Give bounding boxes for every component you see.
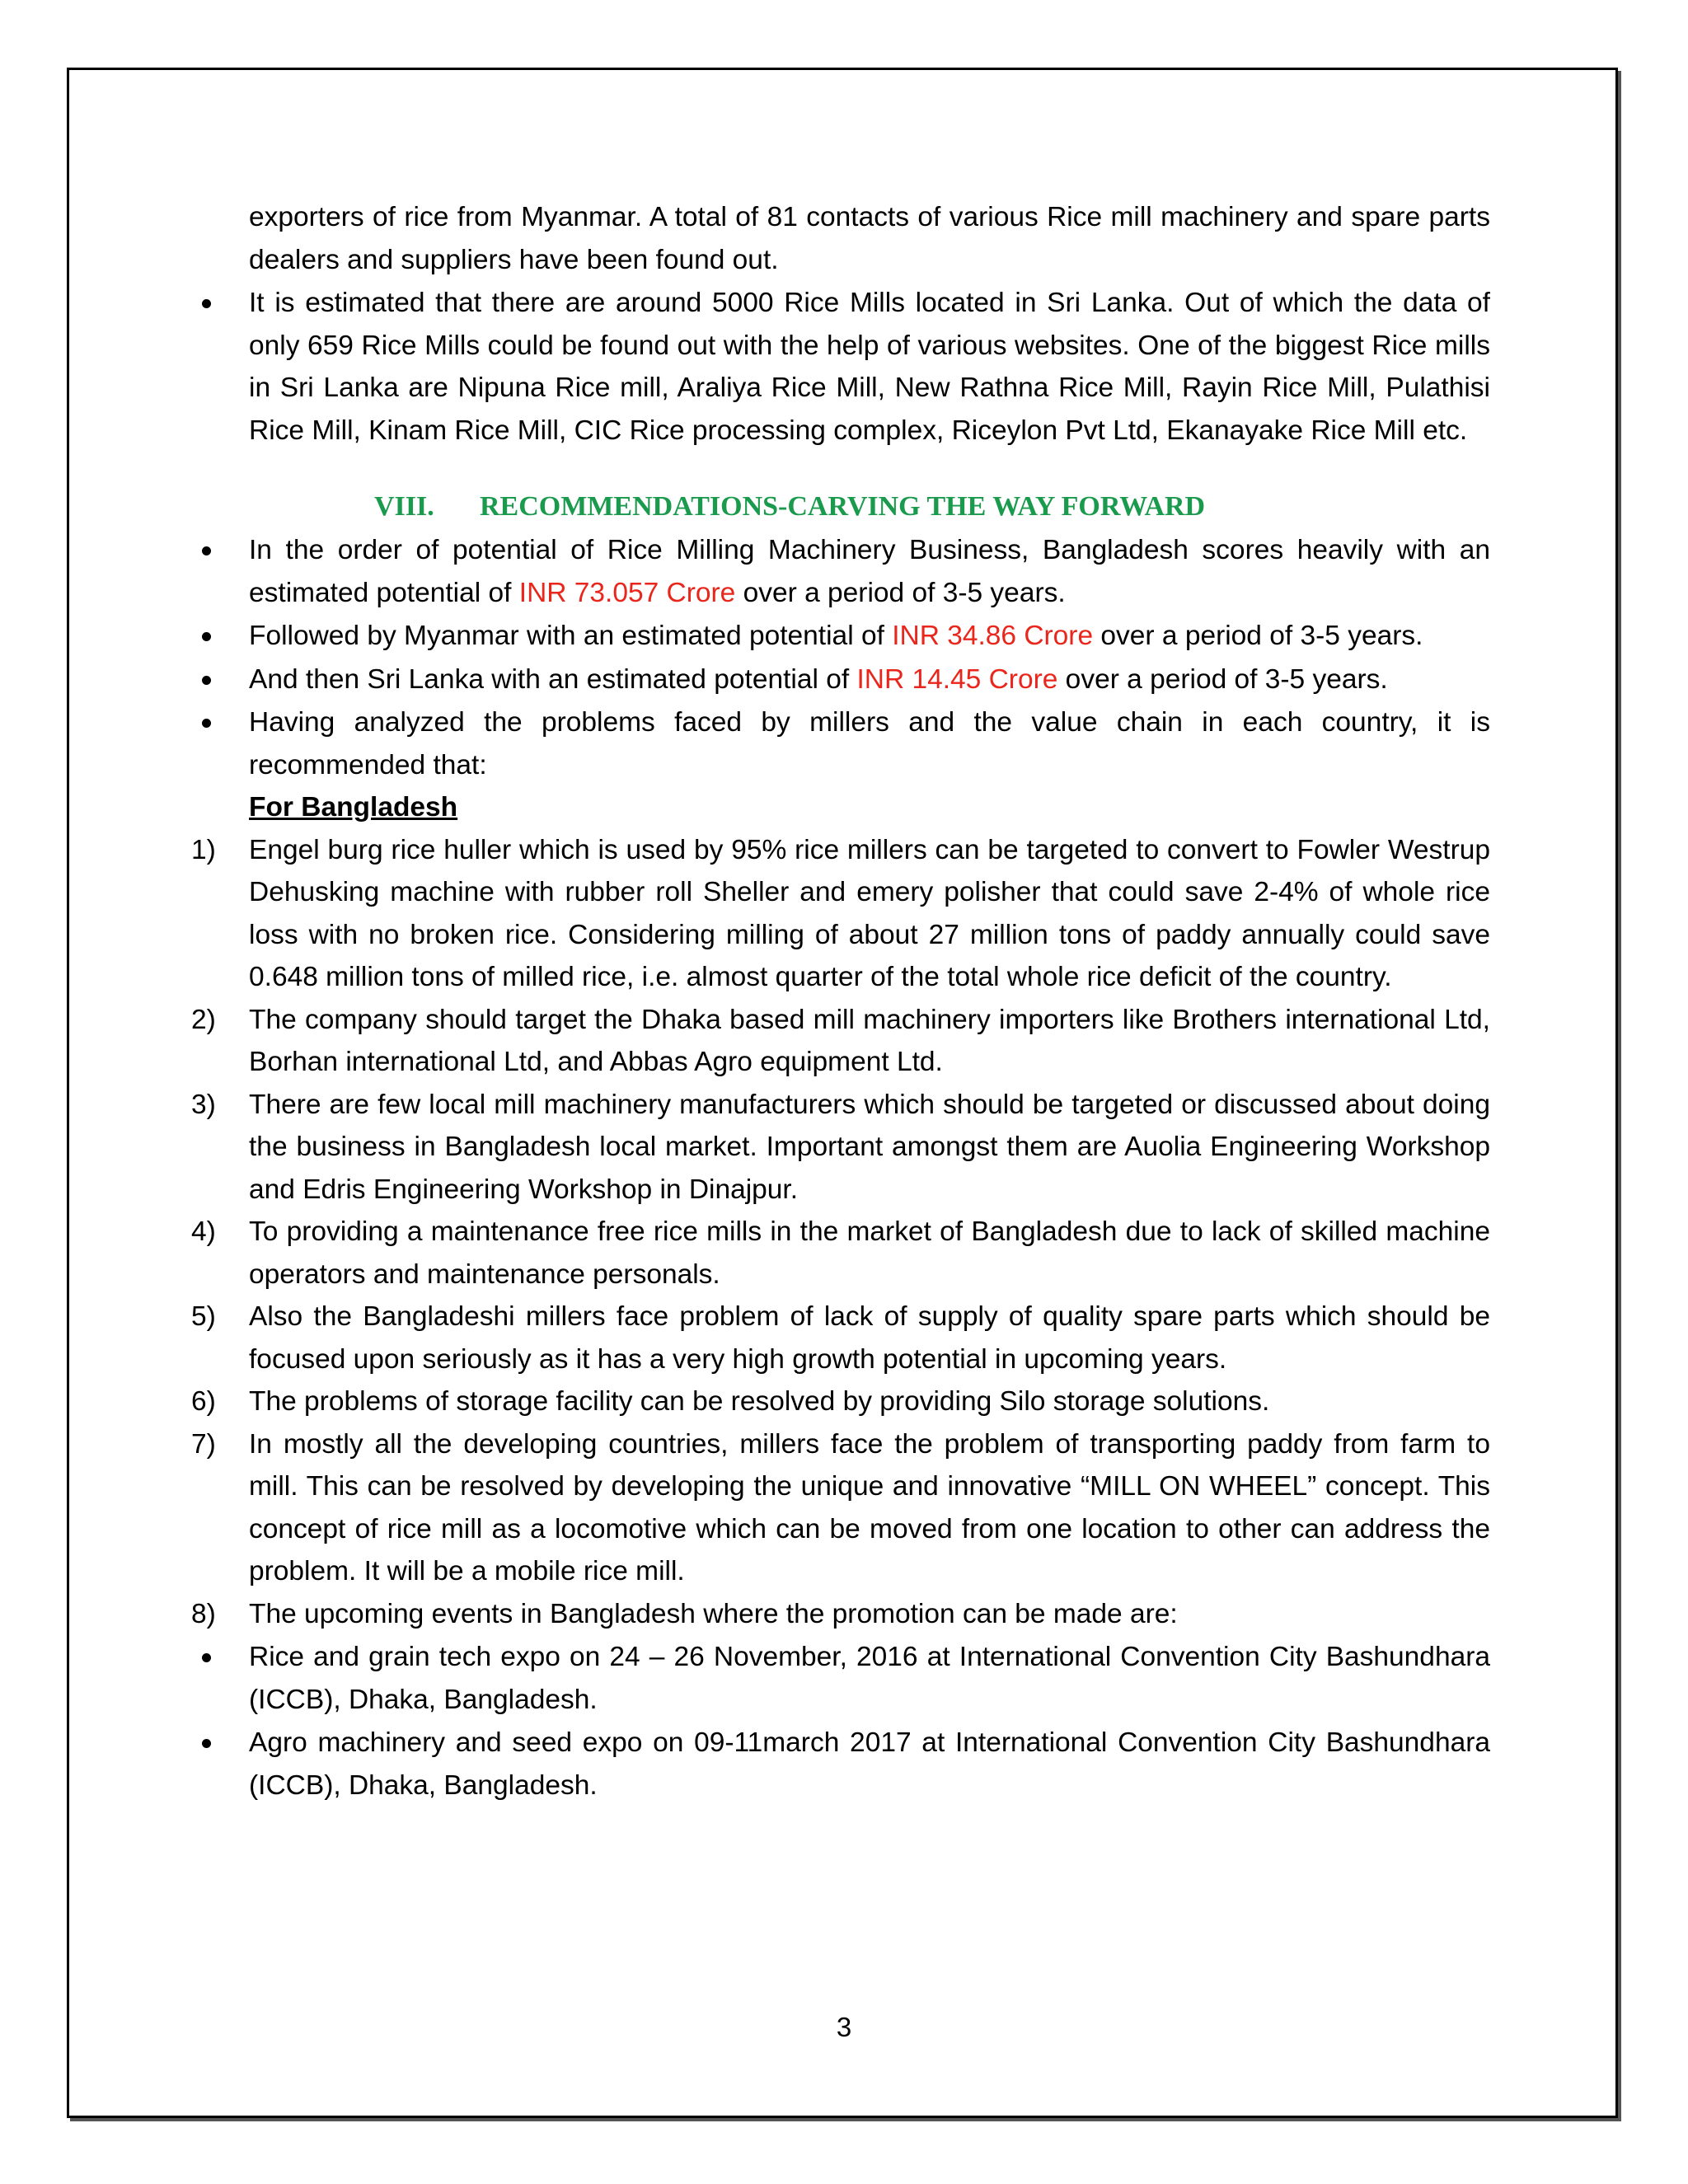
recommendation-item: 7) In mostly all the developing countries, millers face the problem of transporting paddy from farm to mill. This can be resolved by developing the unique and innovative “MILL ON WHEEL” concept. This concept of rice mill as a locomotive which can be moved from one location to other can address the problem. It will be a mobile rice mill. (191, 1423, 1490, 1593)
recommendation-item: 4) To providing a maintenance free rice mills in the market of Bangladesh due to lack of skilled machine operators and maintenance personals. (191, 1211, 1490, 1296)
recommendation-item: 8) The upcoming events in Bangladesh where the promotion can be made are: (191, 1593, 1490, 1636)
recommendation-item: 1) Engel burg rice huller which is used by 95% rice millers can be targeted to convert to Fowler Westrup Dehusking machine with rubber roll Sheller and emery polisher that could save 2-4% of whole rice loss with no broken rice. Considering milling of about 27 million tons of paddy annually could save 0.648 million tons of milled rice, i.e. almost quarter of the total whole rice deficit of the country. (191, 829, 1490, 999)
item-number: 7) (191, 1428, 216, 1460)
value-myanmar: INR 34.86 Crore (892, 621, 1094, 651)
bullet-myanmar-potential: Followed by Myanmar with an estimated potential of INR 34.86 Crore over a period of 3-5 years. (191, 615, 1490, 658)
value-bangladesh: INR 73.057 Crore (518, 577, 736, 608)
recommendation-item: 6) The problems of storage facility can be resolved by providing Silo storage solutions. (191, 1380, 1490, 1423)
bullet-recommended: Having analyzed the problems faced by millers and the value chain in each country, it is recommended that: (191, 701, 1490, 786)
section-number: VIII. (374, 491, 434, 522)
item-number: 4) (191, 1216, 216, 1247)
page-number: 3 (836, 2012, 852, 2042)
item-number: 2) (191, 1004, 216, 1035)
bullet-srilanka-potential: And then Sri Lanka with an estimated potential of INR 14.45 Crore over a period of 3-5 years. (191, 658, 1490, 701)
document-body (191, 196, 1490, 1807)
item-number: 6) (191, 1386, 216, 1417)
recommendation-item: 5) Also the Bangladeshi millers face problem of lack of supply of quality spare parts which should be focused upon seriously as it has a very high growth potential in upcoming years. (191, 1296, 1490, 1380)
paragraph-continuation: exporters of rice from Myanmar. A total of 81 contacts of various Rice mill machinery and spare parts dealers and suppliers have been found out. (249, 202, 1490, 275)
item-number: 8) (191, 1598, 216, 1629)
item-number: 3) (191, 1089, 216, 1120)
recommendation-item: 2) The company should target the Dhaka based mill machinery importers like Brothers international Ltd, Borhan international Ltd, and Abbas Agro equipment Ltd. (191, 999, 1490, 1084)
section-title: RECOMMENDATIONS-CARVING THE WAY FORWARD (480, 491, 1206, 522)
item-number: 1) (191, 834, 216, 865)
section-heading (191, 486, 1490, 527)
bullet-event: Rice and grain tech expo on 24 – 26 November, 2016 at International Convention City Bashundhara (ICCB), Dhaka, Bangladesh. (191, 1636, 1490, 1721)
bullet-event: Agro machinery and seed expo on 09-11march 2017 at International Convention City Bashundhara (ICCB), Dhaka, Bangladesh. (191, 1722, 1490, 1807)
value-srilanka: INR 14.45 Crore (856, 663, 1058, 695)
item-number: 5) (191, 1301, 216, 1332)
recommendation-item: 3) There are few local mill machinery manufacturers which should be targeted or discussed about doing the business in Bangladesh local market. Important amongst them are Auolia Engineering Workshop and Edris Engineering Workshop in Dinajpur. (191, 1084, 1490, 1212)
bullet-bangladesh-potential: In the order of potential of Rice Milling Machinery Business, Bangladesh scores heavily with an estimated potential of INR 73.057 Crore over a period of 3-5 years. (191, 529, 1490, 614)
subheading-bangladesh: For Bangladesh (249, 792, 458, 823)
bullet-srilanka: It is estimated that there are around 5000 Rice Mills located in Sri Lanka. Out of which the data of only 659 Rice Mills could be found out with the help of various websites. One of the biggest Rice mills in Sri Lanka are Nipuna Rice mill, Araliya Rice Mill, New Rathna Rice Mill, Rayin Rice Mill, Pulathisi Rice Mill, Kinam Rice Mill, CIC Rice processing complex, Riceylon Pvt Ltd, Ekanayake Rice Mill etc. (191, 282, 1490, 452)
